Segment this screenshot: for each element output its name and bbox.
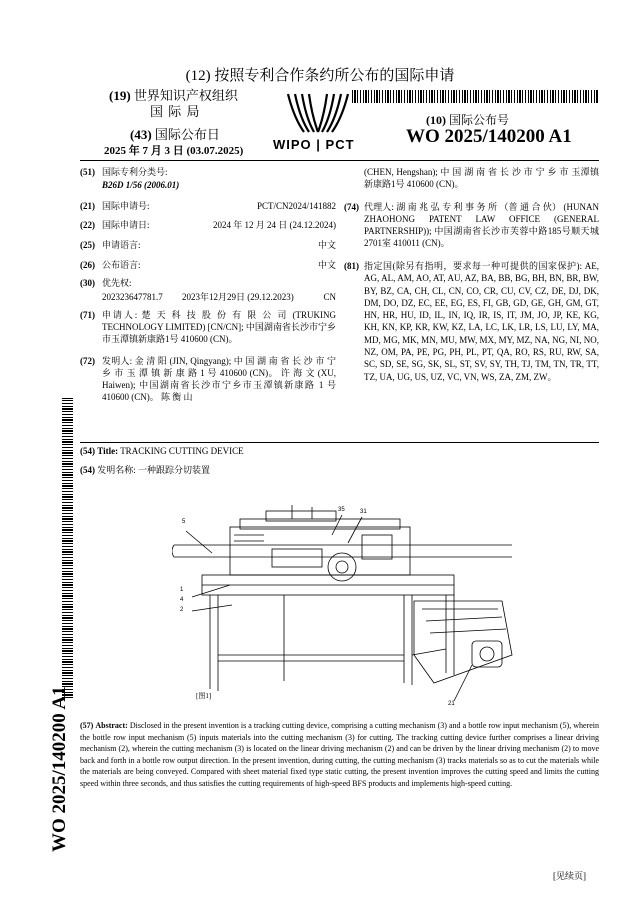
machine-drawing-figure xyxy=(172,505,516,711)
figure-label-35: 35 xyxy=(338,507,345,513)
priority-country: CN xyxy=(323,292,336,302)
figure-label-1: 1 xyxy=(180,587,184,593)
abstract: (57) Abstract: Disclosed in the present invention is a tracking cutting device, comprising a cutting mechanism (3) and a bottle row input mechanism (5), wherein the bottle row input mechanism (5) inputs materials into the cutting mechanism (3) for cutting. The tracking cutting device further comprises a linear driving mechanism (2), wherein the cutting mechanism (3) is located on the linear driving mechanism (2) and can be driven by the linear driving mechanism (2) to move back and forth in a bottle row output direction. In the present invention, during cutting, the cutting mechanism (3) tracks materials so as to cut the materials while the materials are being conveyed. Compared with sheet material fixed type static cutting, the present invention improves the cutting speed and limits the cutting speed within three seconds, and thus satisfies the cutting requirements of high-speed BFS products and implements high-speed cutting. xyxy=(80,721,600,788)
inventor-continued: (CHEN, Hengshan); 中 国 湖 南 省 长 沙 市 宁 乡 市 玉潭镇新康路1号 410600 (CN)。 xyxy=(364,167,599,189)
figure-label-31: 31 xyxy=(360,509,367,515)
filing-language: 中文 xyxy=(317,240,336,250)
continued-on-next-page: [见续页] xyxy=(553,871,586,881)
patent-drawing xyxy=(172,505,516,711)
designated-states: 指定国(除另有指明，要求每一种可提供的国家保护): AE, AG, AL, AM, AO, AT, AU, AZ, BA, BB, BG, BH, BN, BR, BW, BY, BZ, CA, CH, CL, CN, CO, CR, CU, CV, CZ, DE, DJ, DK, DM, DO, DZ, EC, EE, EG, ES, FI, GB, GD, GE, GH, GM, GT, HN, HR, HU, ID, IL, IN, IQ, IR, IS, IT, JM, JO, JP, KE, KG, KH, KN, KP, KR, KW, KZ, LA, LC, LK, LR, LS, LU, LY, MA, MD, MG, MK, MN, MU, MW, MX, MY, MZ, NA, NG, NI, NO, NZ, OM, PA, PE, PG, PH, PL, PT, QA, RO, RS, RU, RW, SA, SC, SD, SE, SG, SK, SL, ST, SV, SY, TH, TJ, TM, TN, TR, TT, TZ, UA, UG, US, UZ, VC, VN, WS, ZA, ZM, ZW。 xyxy=(364,261,599,382)
side-publication-number: WO 2025/140200 A1 xyxy=(49,686,70,852)
bibliographic-right-column: (CHEN, Hengshan); 中 国 湖 南 省 长 沙 市 宁 乡 市 玉潭镇新康路1号 410600 (CN)。 (74) 代理人: 湖 南 兆 弘 专 利 事 务 所 （普 通 合 伙） (HUNAN ZHAOHONG PATENT LAW OFFICE (GENERAL PARTNERSHIP)); 中国湖南省长沙市芙蓉中路185号顺天城2701室 410011 (CN)。 (81) 指定国(除另有指明，要求每一种可提供的国家保护): AE, AG, AL, AM, AO, AT, AU, AZ, BA, BB, BG, BH, BN, BR, BW, BY, BZ, CA, CH, CL, CN, CO, CR, CU, CV, CZ, DE, DJ, DK, DM, DO, DZ, EC, EE, EG, ES, FI, GB, GD, GE, GH, GM, GT, HN, HR, HU, ID, IL, IN, IQ, IR, IS, IT, JM, JO, JP, KE, KG, KH, KN, KP, KR, KW, KZ, LA, LC, LK, LR, LS, LU, LY, MA, MD, MG, MK, MN, MU, MW, MX, MY, MZ, NA, NG, NI, NO, NZ, OM, PA, PE, PG, PH, PL, PT, QA, RO, RS, RU, RW, SA, SC, SD, SE, SG, SK, SL, ST, SV, SY, TH, TJ, TM, TN, TR, TT, TZ, UA, UG, US, UZ, VC, VN, WS, ZA, ZM, ZW。 xyxy=(344,167,599,382)
abstract-text: Disclosed in the present invention is a tracking cutting device, comprising a cutting mechanism (3) and a bottle row input mechanism (5), wherein the bottle row input mechanism (5) inputs materials into the cutting mechanism (3) for cutting. The tracking cutting device further comprises a linear driving mechanism (2), wherein the cutting mechanism (3) is located on the linear driving mechanism (2) and can be driven by the linear driving mechanism (2) to move back and forth in a bottle row output direction. In the present invention, during cutting, the cutting mechanism (3) tracks materials so as to cut the materials while the materials are being conveyed. Compared with sheet material fixed type static cutting, the present invention improves the cutting speed and limits the cutting speed within three seconds, and thus satisfies the cutting requirements of high-speed BFS products and implements high-speed cutting. xyxy=(80,721,600,788)
biblio-divider xyxy=(80,442,599,443)
publication-number: WO 2025/140200 A1 xyxy=(406,126,572,147)
title-chinese: (54) 发明名称: 一种跟踪分切装置 xyxy=(80,465,211,475)
title-english: (54) Title: TRACKING CUTTING DEVICE xyxy=(80,446,244,456)
organization-bureau: 国 际 局 xyxy=(150,104,201,119)
header-divider xyxy=(80,160,599,161)
inventors: 发明人: 金 清 阳 (JIN, Qingyang); 中 国 湖 南 省 长 沙 市 宁 乡 市 玉 潭 镇 新 康 路 1 号 410600 (CN)。 许 海 文 (XU, Haiwen); 中国湖南省长沙市宁乡市玉潭镇新康路 1 号 410600 (CN)。 陈 衡 山 xyxy=(102,356,336,402)
figure-label-4: 4 xyxy=(180,597,184,603)
priority-number: 202323647781.7 xyxy=(102,292,163,302)
figure-caption: [图1] xyxy=(196,692,212,700)
side-barcode xyxy=(62,398,73,698)
publication-language: 中文 xyxy=(317,260,336,270)
wipo-pct-logo-text: WIPO | PCT xyxy=(273,137,355,152)
top-barcode xyxy=(352,90,598,103)
agent: 代理人: 湖 南 兆 弘 专 利 事 务 所 （普 通 合 伙） (HUNAN ZHAOHONG PATENT LAW OFFICE (GENERAL PARTNERSHIP)); 中国湖南省长沙市芙蓉中路185号顺天城2701室 410011 (CN)。 xyxy=(364,202,599,248)
publication-number-label: (10) 国际公布号 xyxy=(426,113,510,127)
publication-date: 2025 年 7 月 3 日 (03.07.2025) xyxy=(104,145,244,157)
publication-type: (12) 按照专利合作条约所公布的国际申请 xyxy=(185,68,455,84)
publication-date-label: (43) 国际公布日 xyxy=(130,127,220,142)
figure-label-2: 2 xyxy=(180,607,184,613)
applicant: 申请人: 楚 天 科 技 股 份 有 限 公 司 (TRUKING TECHNOLOGY LIMITED) [CN/CN]; 中国湖南省长沙市宁乡市玉潭镇新康路1号 410600 (CN)。 xyxy=(102,310,336,344)
priority-date: 2023年12月29日 (29.12.2023) xyxy=(182,292,294,302)
bibliographic-left-column: (51) 国际专利分类号: B26D 1/56 (2006.01) (21) 国际申请号: PCT/CN2024/141882 (22) 国际申请日: 2024 年 12 月 24 日 (24.12.2024) (25) 申请语言: 中文 (26) 公布语言: 中文 (30) 优先权: 202323647781.7 2023年12月29日 (29.12.2023) CN (71) 申请人: 楚 天 科 技 股 份 有 限 公 司 (TRUKING TECHNOLOGY LIMITED) [CN/CN]; 中国湖南省长沙市宁乡市玉潭镇新康路1号 410600 (CN)。 (72) 发明人: 金 清 阳 (JIN, Qingyang); 中 国 湖 南 省 长 沙 市 宁 乡 市 玉 潭 镇 新 康 路 1 号 410600 (CN)。 许 海 文 (XU, Haiwen); 中国湖南省长沙市宁乡市玉潭镇新康路 1 号 410600 (CN)。 陈 衡 山 xyxy=(80,167,336,402)
wipo-logo-icon xyxy=(282,90,354,136)
application-number: PCT/CN2024/141882 xyxy=(256,201,336,211)
filing-date: 2024 年 12 月 24 日 (24.12.2024) xyxy=(213,220,336,230)
figure-label-21: 21 xyxy=(448,701,455,707)
figure-label-5: 5 xyxy=(182,519,186,525)
organization-name: (19) 世界知识产权组织 xyxy=(109,88,238,103)
ipc-value: B26D 1/56 (2006.01) xyxy=(102,180,180,190)
